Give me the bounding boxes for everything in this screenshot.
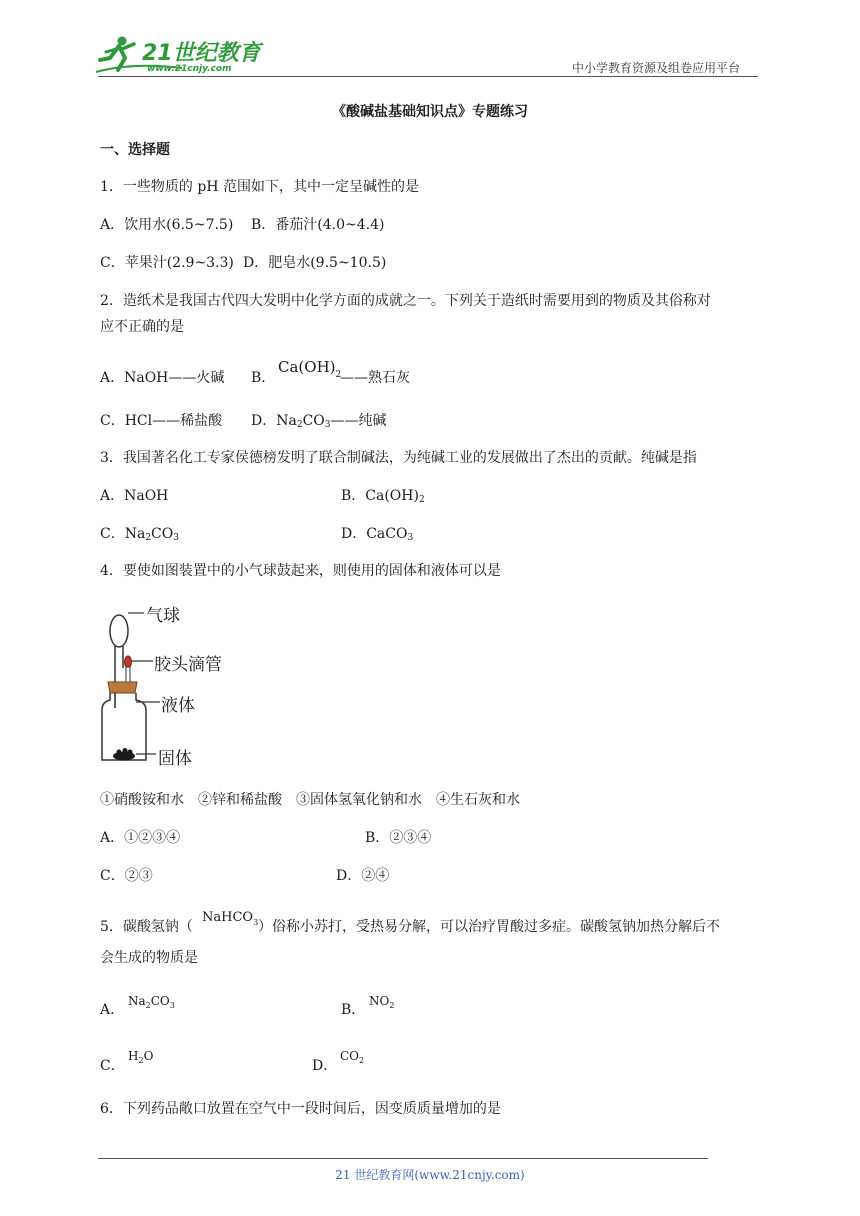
label-dropper: 胶头滴管 <box>154 655 222 675</box>
question-5-option-d-label: D． <box>312 1058 338 1074</box>
question-5-option-b-formula <box>369 994 394 1010</box>
formula-subscript: 3 <box>169 1001 175 1010</box>
question-2-option-c: C．HCl——稀盐酸 <box>100 413 223 429</box>
logo-text: 21世纪教育 <box>142 41 261 66</box>
question-3-option-b <box>341 487 425 509</box>
question-5-formula <box>202 910 258 927</box>
logo-url: www.21cnjy.com <box>147 64 232 74</box>
question-1-option-b: B．番茄汁(4.0~4.4) <box>251 217 385 233</box>
formula-text: Na <box>128 994 146 1008</box>
question-1-stem: 1．一些物质的 pH 范围如下，其中一定呈碱性的是 <box>100 179 419 195</box>
question-3-option-c <box>100 525 179 547</box>
text-part: C．Na <box>100 526 146 542</box>
subscript: 3 <box>324 420 331 430</box>
footer-divider <box>98 1158 708 1159</box>
formula-text: H <box>128 1049 139 1063</box>
question-5-stem-post: ）俗称小苏打，受热易分解，可以治疗胃酸过多症。碳酸氢钠加热分解后不 <box>258 919 720 935</box>
label-liquid: 液体 <box>161 696 195 716</box>
question-3-option-d <box>341 525 413 547</box>
document-title: 《酸碱盐基础知识点》专题练习 <box>332 104 528 120</box>
question-2-stem-line1: 2．造纸术是我国古代四大发明中化学方面的成就之一。下列关于造纸时需要用到的物质及其俗称对 <box>100 293 711 309</box>
question-5-option-c-formula <box>128 1049 153 1065</box>
question-1-option-a: A．饮用水(6.5~7.5) <box>100 217 234 233</box>
subscript: 3 <box>173 533 179 543</box>
question-2-option-b-label: B． <box>251 370 276 386</box>
question-2-option-a: A．NaOH——火碱 <box>100 370 225 386</box>
subscript: 2 <box>296 420 303 430</box>
formula-text: NO <box>369 994 390 1008</box>
question-5-option-a-formula <box>128 994 175 1010</box>
label-balloon: 气球 <box>146 606 180 626</box>
formula-text: CO <box>150 994 170 1008</box>
formula-subscript: 2 <box>138 1056 144 1065</box>
formula-text: O <box>143 1049 154 1063</box>
formula-text: CO <box>340 1049 360 1063</box>
question-5-option-b-label: B． <box>341 1002 366 1018</box>
formula-subscript: 3 <box>253 918 259 927</box>
subscript: 2 <box>145 533 152 543</box>
question-2-stem-line2: 应不正确的是 <box>100 319 184 335</box>
footer-link[interactable]: 21 世纪教育网(www.21cnjy.com) <box>335 1168 525 1182</box>
text-part: ——纯碱 <box>330 413 387 429</box>
question-1-option-c: C．苹果汁(2.9~3.3) <box>100 255 234 271</box>
section-heading: 一、选择题 <box>100 142 170 158</box>
question-4-stem: 4．要使如图装置中的小气球鼓起来，则使用的固体和液体可以是 <box>100 563 501 579</box>
header-divider <box>98 76 758 77</box>
text-part: D．CaCO <box>341 526 408 542</box>
question-5-stem-line2: 会生成的物质是 <box>100 950 198 966</box>
question-2-option-b-formula <box>278 358 341 380</box>
question-1-option-d: D．肥皂水(9.5~10.5) <box>243 255 387 271</box>
question-3-option-a: A．NaOH <box>100 488 169 504</box>
text-part: CO <box>302 413 325 429</box>
question-5-option-c-label: C． <box>100 1058 125 1074</box>
question-4-items: ①硝酸铵和水 ②锌和稀盐酸 ③固体氢氧化钠和水 ④生石灰和水 <box>100 792 520 808</box>
subscript: 3 <box>407 533 414 543</box>
formula-text: Ca(OH) <box>278 358 336 376</box>
label-solid: 固体 <box>158 749 192 769</box>
question-2-option-d <box>251 412 387 434</box>
formula-subscript: 2 <box>335 370 342 380</box>
site-logo <box>92 32 262 78</box>
formula-subscript: 2 <box>359 1056 365 1065</box>
question-2-option-b-text: ——熟石灰 <box>340 370 410 386</box>
question-4-option-c: C．②③ <box>100 868 153 884</box>
question-4-option-d: D．②④ <box>336 868 390 884</box>
question-4-option-a: A．①②③④ <box>100 830 181 846</box>
question-6-stem: 6．下列药品敞口放置在空气中一段时间后，因变质质量增加的是 <box>100 1101 501 1117</box>
question-5-option-d-formula <box>340 1049 364 1065</box>
formula-subscript: 2 <box>145 1001 151 1010</box>
text-part: CO <box>151 526 174 542</box>
text-part: D．Na <box>251 413 297 429</box>
question-4-option-b: B．②③④ <box>365 830 432 846</box>
header-platform-text: 中小学教育资源及组卷应用平台 <box>572 61 741 75</box>
question-3-stem: 3．我国著名化工专家侯德榜发明了联合制碱法，为纯碱工业的发展做出了杰出的贡献。纯碱是指 <box>100 450 697 466</box>
formula-text: NaHCO <box>202 910 254 925</box>
text-part: B．Ca(OH) <box>341 488 419 504</box>
subscript: 2 <box>418 495 425 505</box>
question-5-option-a-label: A． <box>100 1002 125 1018</box>
question-5-stem-pre: 5．碳酸氢钠（ <box>100 919 193 935</box>
formula-subscript: 2 <box>389 1001 395 1010</box>
balloon-apparatus-figure <box>98 598 238 773</box>
